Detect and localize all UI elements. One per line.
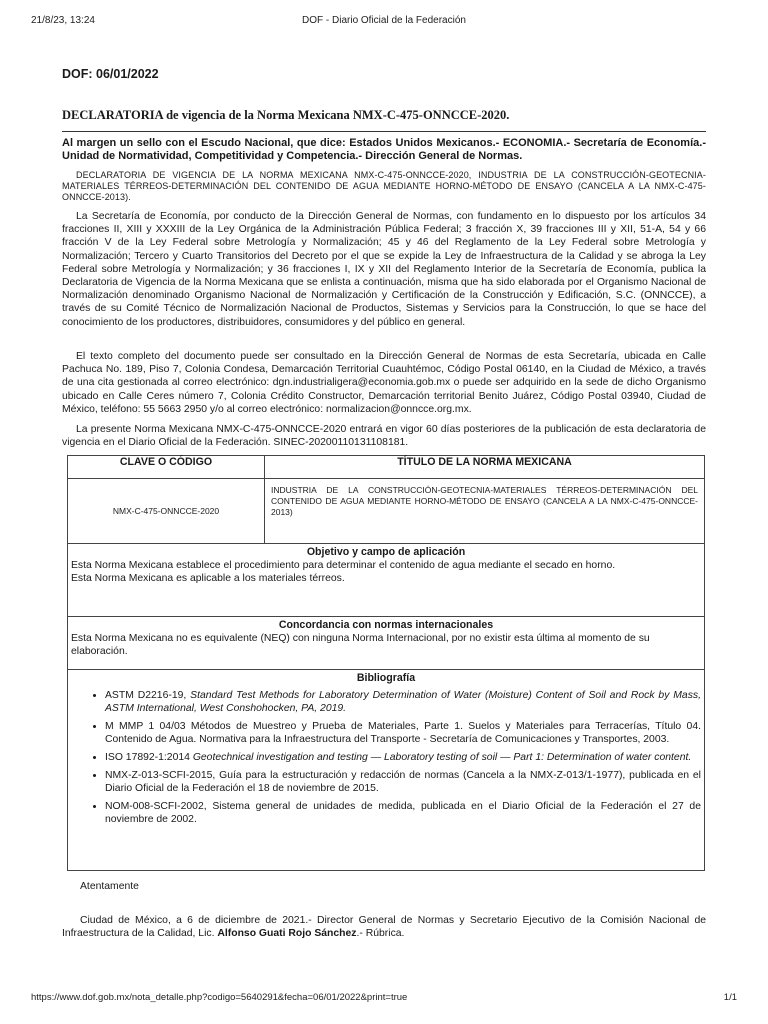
paragraph-fundamento: La Secretaría de Economía, por conducto de la Dirección General de Normas, con fundamento en lo dispuesto por los artículos 34 fracciones II, XIII y XXXIII de la Ley Orgánica de la Administración Pública Federal; 3 fracción X, 39 fracciones III y XII, 51-A, 54 y 66 fracción V de la Ley Federal sobre Metrología y Normalización; 45 y 46 del Reglamento de la Ley Federal sobre Metrología y Normalización; Tercero y Cuarto Transitorios del Decreto por el que se expide la Ley de Infraestructura de la Calidad y se abroga la Ley Federal sobre Metrología y Normalización; y 36 fracciones I, IX y XII del Reglamento Interior de la Secretaría de Economía, publica la Declaratoria de Vigencia de la Norma Mexicana que se enlista a continuación, misma que ha sido elaborada por el Organismo Nacional de Normalización denominado Organismo Nacional de Normalización y Certificación de la Construcción y Edificación, S.C. (ONNCCE), a través de su Comité Técnico de Normalización Nacional de Productos, Sistemas y Servicios para la Construcción, lo que se hace del conocimiento de los productores, distribuidores, consumidores y del público en general.: [62, 211, 706, 328]
bib-text: NOM-008-SCFI-2002, Sistema general de unidades de medida, publicada en el Diario Oficial de la Federación el 27 de noviembre de 2002.: [105, 800, 701, 825]
objetivo-text-1: Esta Norma Mexicana establece el procedimiento para determinar el contenido de agua mediante el secado en horno.: [71, 560, 616, 572]
list-item: [105, 800, 701, 826]
print-page-number: 1/1: [723, 992, 737, 1003]
bibliografia-section: [68, 670, 705, 871]
declaratoria-title: DECLARATORIA de vigencia de la Norma Mexicana NMX-C-475-ONNCCE-2020.: [62, 108, 706, 132]
bib-text: ISO 17892-1:2014: [105, 752, 193, 764]
declaratoria-caps-paragraph: DECLARATORIA DE VIGENCIA DE LA NORMA MEXICANA NMX-C-475-ONNCCE-2020, INDUSTRIA DE LA CONSTRUCCIÓN-GEOTECNIA-MATERIALES TÉRREOS-DETERMINACIÓN DEL CONTENIDO DE AGUA MEDIANTE HORNO-MÉTODO DE ENSAYO (CANCELA A LA NMX-C-475-ONNCCE-2013).: [62, 170, 706, 202]
print-header: [31, 15, 737, 29]
bib-text: NMX-Z-013-SCFI-2015, Guía para la estructuración y redacción de normas (Cancela a la NMX-Z-013/1-1977), publicada en el Diario Oficial de la Federación el 18 de noviembre de 2015.: [105, 769, 701, 794]
print-datetime: 21/8/23, 13:24: [31, 15, 95, 26]
norm-table: [67, 455, 705, 871]
objetivo-text-2: Esta Norma Mexicana es aplicable a los materiales térreos.: [71, 573, 345, 585]
bib-text: M MMP 1 04/03 Métodos de Muestreo y Prueba de Materiales, Parte 1. Suelos y Materiales para Terracerías, Título 04. Contenido de Agua. Normativa para la Infraestructura del Transporte - Secretaría de Comunicaciones y Transportes, 2003.: [105, 721, 701, 746]
atentamente: Atentamente: [80, 881, 139, 892]
bibliografia-title: Bibliografía: [356, 672, 416, 684]
table-header-row: [68, 456, 705, 479]
list-item: [105, 720, 701, 746]
paragraph-vigencia: La presente Norma Mexicana NMX-C-475-ONNCCE-2020 entrará en vigor 60 días posteriores de la publicación de esta declaratoria de vigencia en el Diario Oficial de la Federación. SINEC-20200110131108181.: [62, 424, 706, 449]
firma-suffix: .- Rúbrica.: [356, 928, 405, 940]
sello-paragraph: Al margen un sello con el Escudo Nacional, que dice: Estados Unidos Mexicanos.- ECONOMIA.- Secretaría de Economía.- Unidad de Normatividad, Competitividad y Competencia.- Dirección General de Normas.: [62, 137, 706, 162]
print-title: DOF - Diario Oficial de la Federación: [302, 15, 466, 26]
list-item: [105, 769, 701, 795]
bibliografia-list: [71, 689, 701, 826]
list-item: [105, 689, 701, 715]
header-clave: CLAVE O CÓDIGO: [68, 456, 265, 479]
bib-italic: Geotechnical investigation and testing — Laboratory testing of soil — Part 1: Determination of water content.: [192, 752, 692, 764]
objetivo-title: Objetivo y campo de aplicación: [306, 546, 466, 558]
firma-name: Alfonso Guati Rojo Sánchez: [217, 928, 357, 940]
firma-prefix: Ciudad de México, a 6 de diciembre de 2021.- Director General de Normas y Secretario Ejecutivo de la Comisión Nacional de Infraestructura de la Calidad, Lic.: [62, 915, 706, 940]
concordancia-text: Esta Norma Mexicana no es equivalente (NEQ) con ninguna Norma Internacional, por no existir esta última al momento de su elaboración.: [71, 633, 650, 658]
concordancia-section: [68, 617, 705, 670]
print-url: https://www.dof.gob.mx/nota_detalle.php?codigo=5640291&fecha=06/01/2022&print=true: [31, 992, 408, 1003]
bib-text: ASTM D2216-19,: [105, 690, 191, 702]
header-titulo: TÍTULO DE LA NORMA MEXICANA: [265, 456, 705, 479]
bib-italic: Standard Test Methods for Laboratory Determination of Water (Moisture) Content of Soil and Rock by Mass, ASTM International, West Conshohocken, PA, 2019.: [105, 690, 701, 715]
list-item: [105, 751, 701, 764]
norm-code: NMX-C-475-ONNCCE-2020: [68, 479, 265, 544]
concordancia-title: Concordancia con normas internacionales: [278, 619, 494, 631]
table-row: [68, 479, 705, 544]
paragraph-consulta: El texto completo del documento puede ser consultado en la Dirección General de Normas de esta Secretaría, ubicada en Calle Pachuca No. 189, Piso 7, Colonia Condesa, Demarcación Territorial Cuauhtémoc, Código Postal 06140, en la Ciudad de México, a través de una cita gestionada al correo electrónico: dgn.industrialigera@economia.gob.mx o puede ser adquirido en la sede de dicho Organismo ubicado en Calle Ceres número 7, Colonia Crédito Constructor, Demarcación territorial Benito Juárez, Código Postal 03940, Ciudad de México, teléfono: 55 5663 2950 y/o al correo electrónico: normalizacion@onncce.org.mx.: [62, 351, 706, 415]
norm-title: INDUSTRIA DE LA CONSTRUCCIÓN-GEOTECNIA-MATERIALES TÉRREOS-DETERMINACIÓN DEL CONTENIDO DE AGUA MEDIANTE HORNO-MÉTODO DE ENSAYO (CANCELA A LA NMX-C-475-ONNCCE-2013): [265, 479, 705, 544]
objetivo-section: [68, 544, 705, 617]
firma-paragraph: [62, 914, 706, 940]
print-footer: [31, 992, 737, 1006]
dof-date: DOF: 06/01/2022: [62, 67, 159, 81]
